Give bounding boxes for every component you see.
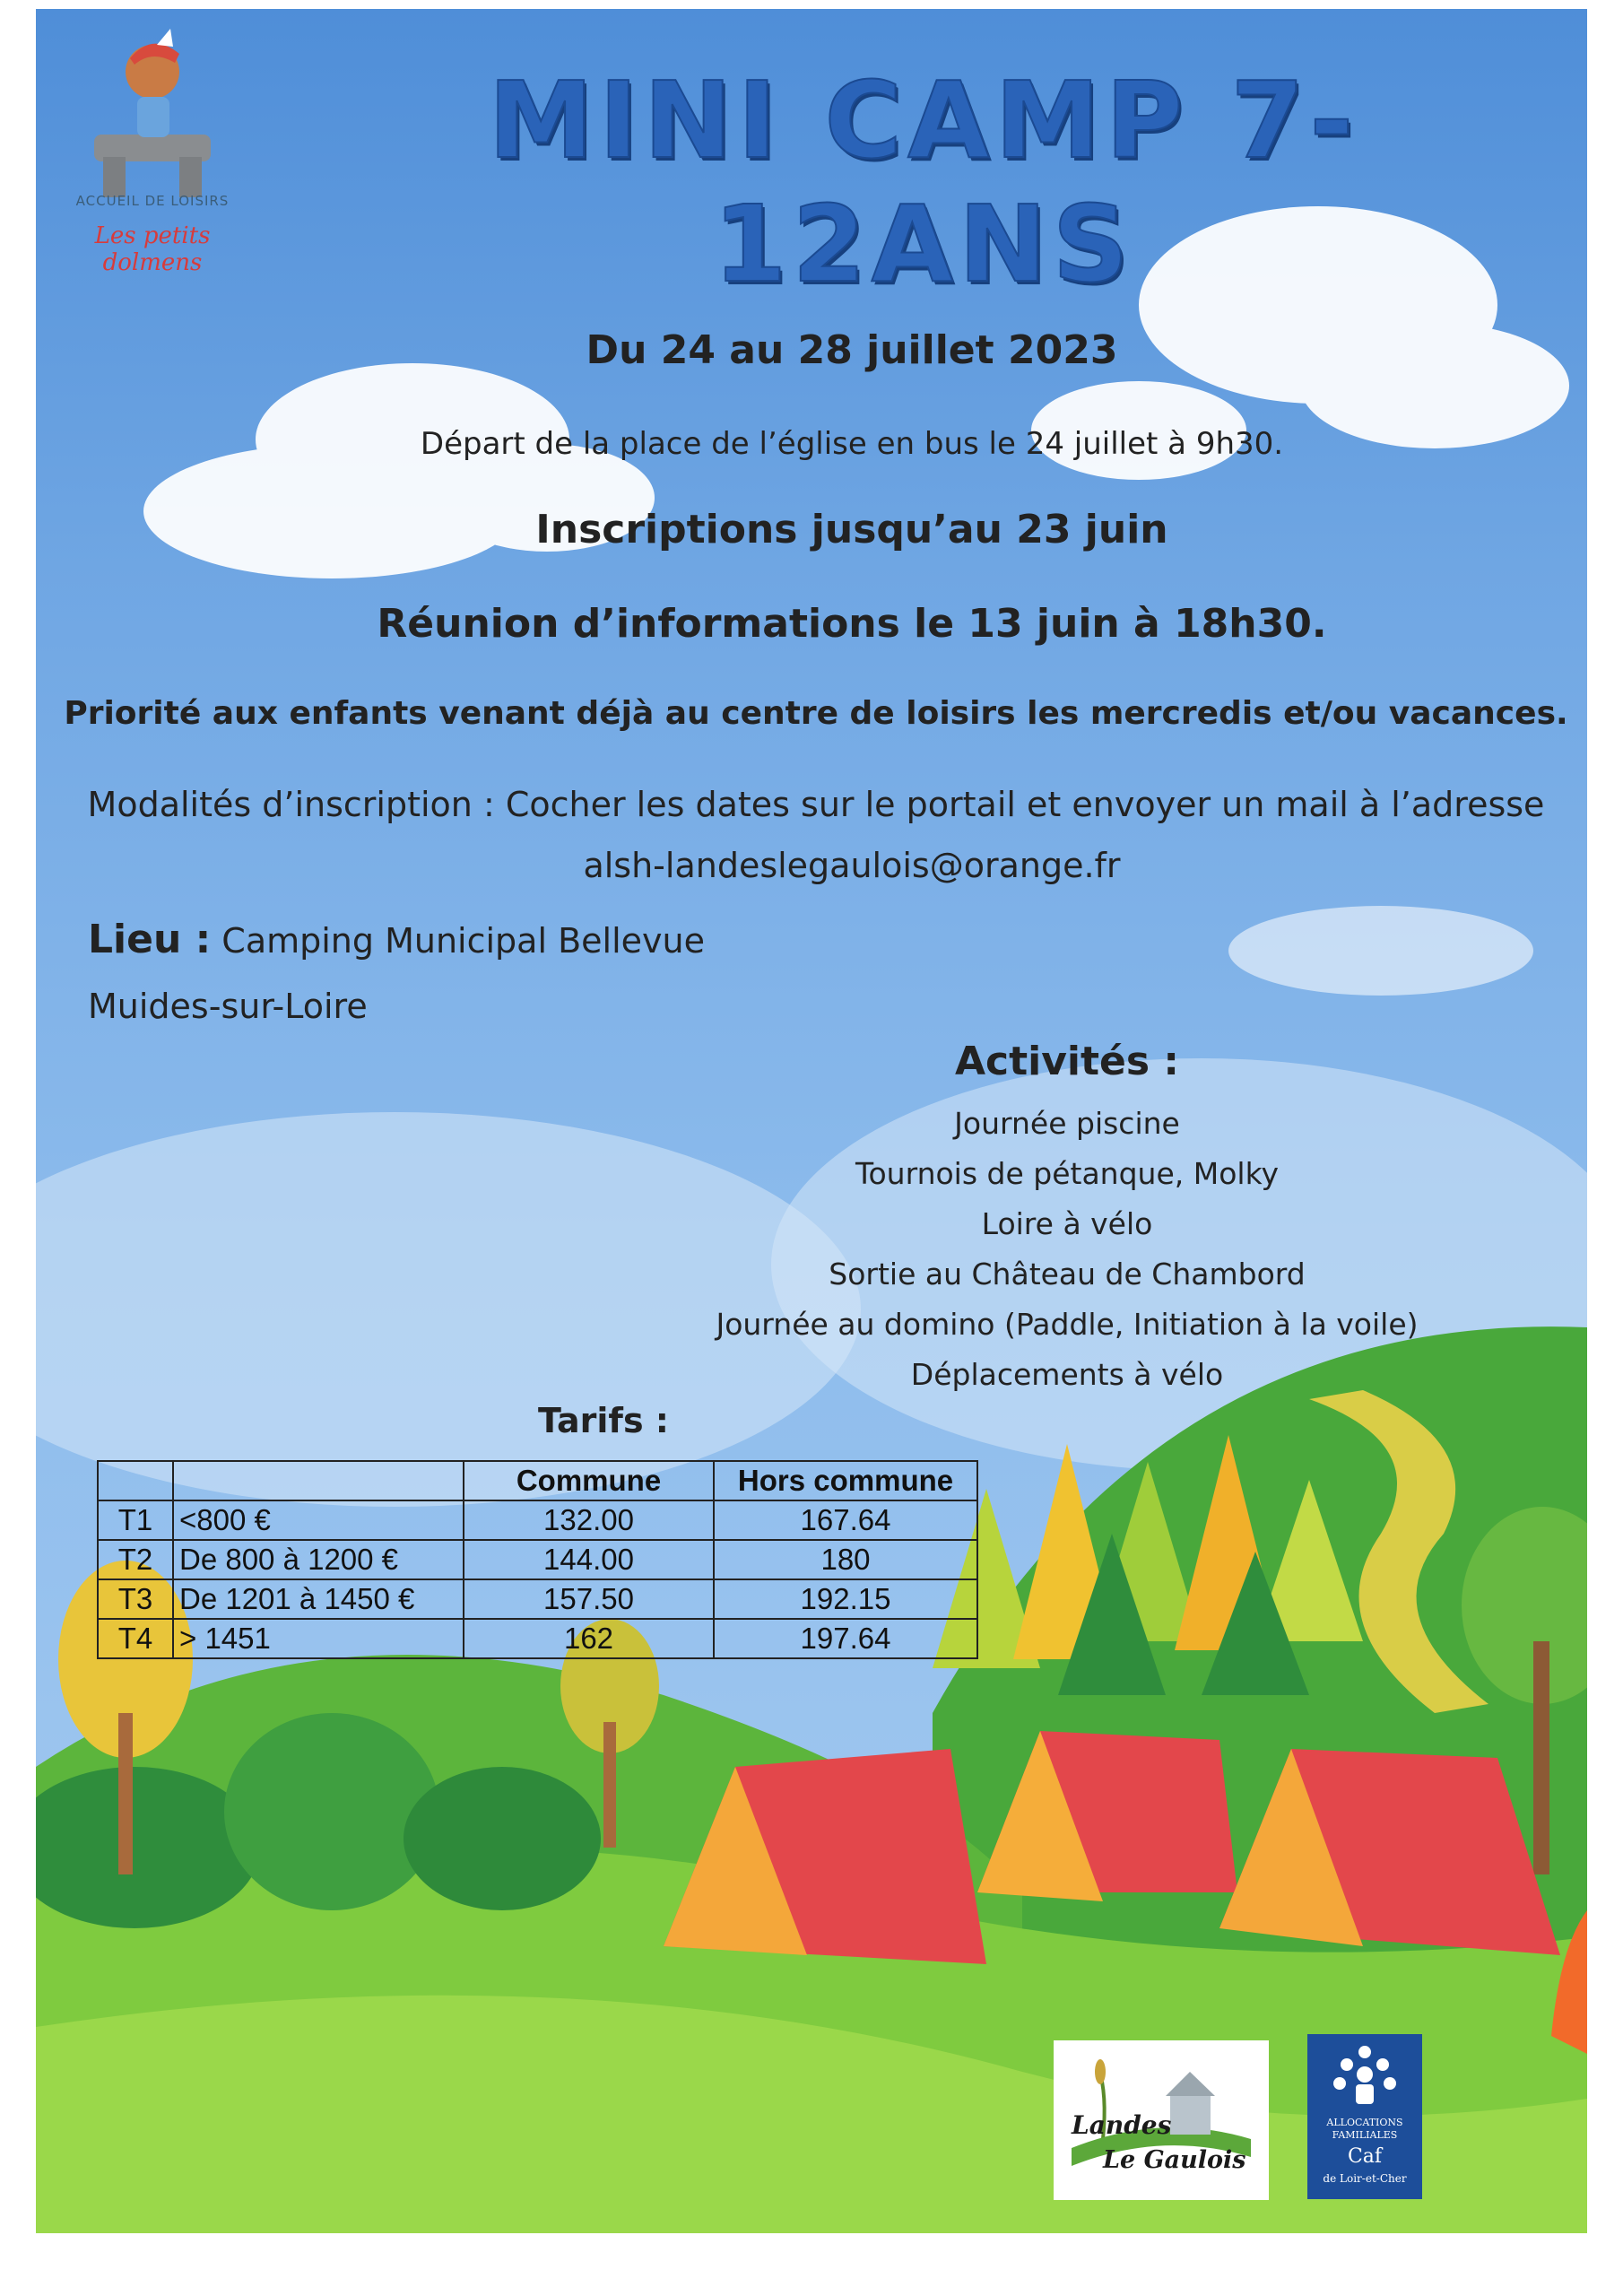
table-cell: T1: [98, 1500, 173, 1540]
table-cell: 157.50: [464, 1579, 714, 1619]
table-row: [98, 1619, 977, 1658]
activities-list: [664, 1099, 1471, 1400]
activity-item: Tournois de pétanque, Molky: [855, 1156, 1280, 1191]
activities-title: Activités :: [955, 1039, 1179, 1084]
table-header: Commune: [464, 1461, 714, 1500]
location: [88, 917, 705, 962]
table-row: [98, 1500, 977, 1540]
table-cell: T2: [98, 1540, 173, 1579]
table-cell: T3: [98, 1579, 173, 1619]
table-header: Hors commune: [714, 1461, 977, 1500]
caf-logo: [1307, 2034, 1422, 2199]
table-cell: 180: [714, 1540, 977, 1579]
table-cell: <800 €: [173, 1500, 464, 1540]
table-row: [98, 1579, 977, 1619]
table-cell: 144.00: [464, 1540, 714, 1579]
accueil-loisirs-logo: [67, 27, 238, 276]
poster: [36, 9, 1587, 2233]
location-label: Lieu :: [88, 917, 212, 962]
location-city: Muides-sur-Loire: [88, 987, 368, 1026]
table-cell: > 1451: [173, 1619, 464, 1658]
activity-item: Loire à vélo: [981, 1206, 1153, 1241]
registration-terms: Modalités d’inscription : Cocher les dates sur le portail et envoyer un mail à l’adresse: [87, 785, 1545, 824]
activity-item: Sortie au Château de Chambord: [829, 1257, 1306, 1292]
table-header: [173, 1461, 464, 1500]
table-cell: 167.64: [714, 1500, 977, 1540]
table-cell: 192.15: [714, 1579, 977, 1619]
registration-deadline: Inscriptions jusqu’au 23 juin: [535, 507, 1168, 552]
pricing-title: Tarifs :: [538, 1401, 670, 1440]
camp-dates: Du 24 au 28 juillet 2023: [586, 327, 1118, 373]
table-cell: De 800 à 1200 €: [173, 1540, 464, 1579]
pricing-table: [97, 1460, 978, 1659]
caf-name: Caf: [1347, 2145, 1383, 2168]
table-cell: 132.00: [464, 1500, 714, 1540]
logo-line1: ACCUEIL DE LOISIRS: [75, 193, 230, 209]
table-header-row: [98, 1461, 977, 1500]
caf-line2: FAMILIALES: [1332, 2129, 1398, 2141]
caf-line1: ALLOCATIONS: [1326, 2117, 1403, 2128]
activity-item: Journée au domino (Paddle, Initiation à la voile): [716, 1307, 1419, 1342]
contact-email[interactable]: alsh-landeslegaulois@orange.fr: [583, 846, 1121, 885]
priority-note: Priorité aux enfants venant déjà au centre de loisirs les mercredis et/ou vacances.: [64, 695, 1568, 732]
activity-item: Déplacements à vélo: [910, 1357, 1224, 1392]
landes-line2: Le Gaulois: [1103, 2146, 1246, 2174]
table-cell: 197.64: [714, 1619, 977, 1658]
table-row: [98, 1540, 977, 1579]
logo-line2: Les petits dolmens: [94, 222, 211, 276]
activity-item: Journée piscine: [954, 1106, 1180, 1141]
page-title: MINI CAMP 7-12ANS: [488, 58, 1359, 306]
table-cell: T4: [98, 1619, 173, 1658]
landes-line1: Landes: [1072, 2110, 1172, 2140]
caf-family-icon: [1307, 2034, 1422, 2115]
caf-sub: de Loir-et-Cher: [1323, 2172, 1407, 2185]
table-cell: De 1201 à 1450 €: [173, 1579, 464, 1619]
landes-le-gaulois-logo: [1054, 2040, 1269, 2200]
departure-info: Départ de la place de l’église en bus le 24 juillet à 9h30.: [420, 426, 1284, 462]
table-header: [98, 1461, 173, 1500]
info-meeting: Réunion d’informations le 13 juin à 18h30.: [377, 601, 1327, 647]
dolmen-character-icon: [67, 27, 238, 206]
table-cell: 162: [464, 1619, 714, 1658]
location-value: Camping Municipal Bellevue: [221, 921, 705, 961]
